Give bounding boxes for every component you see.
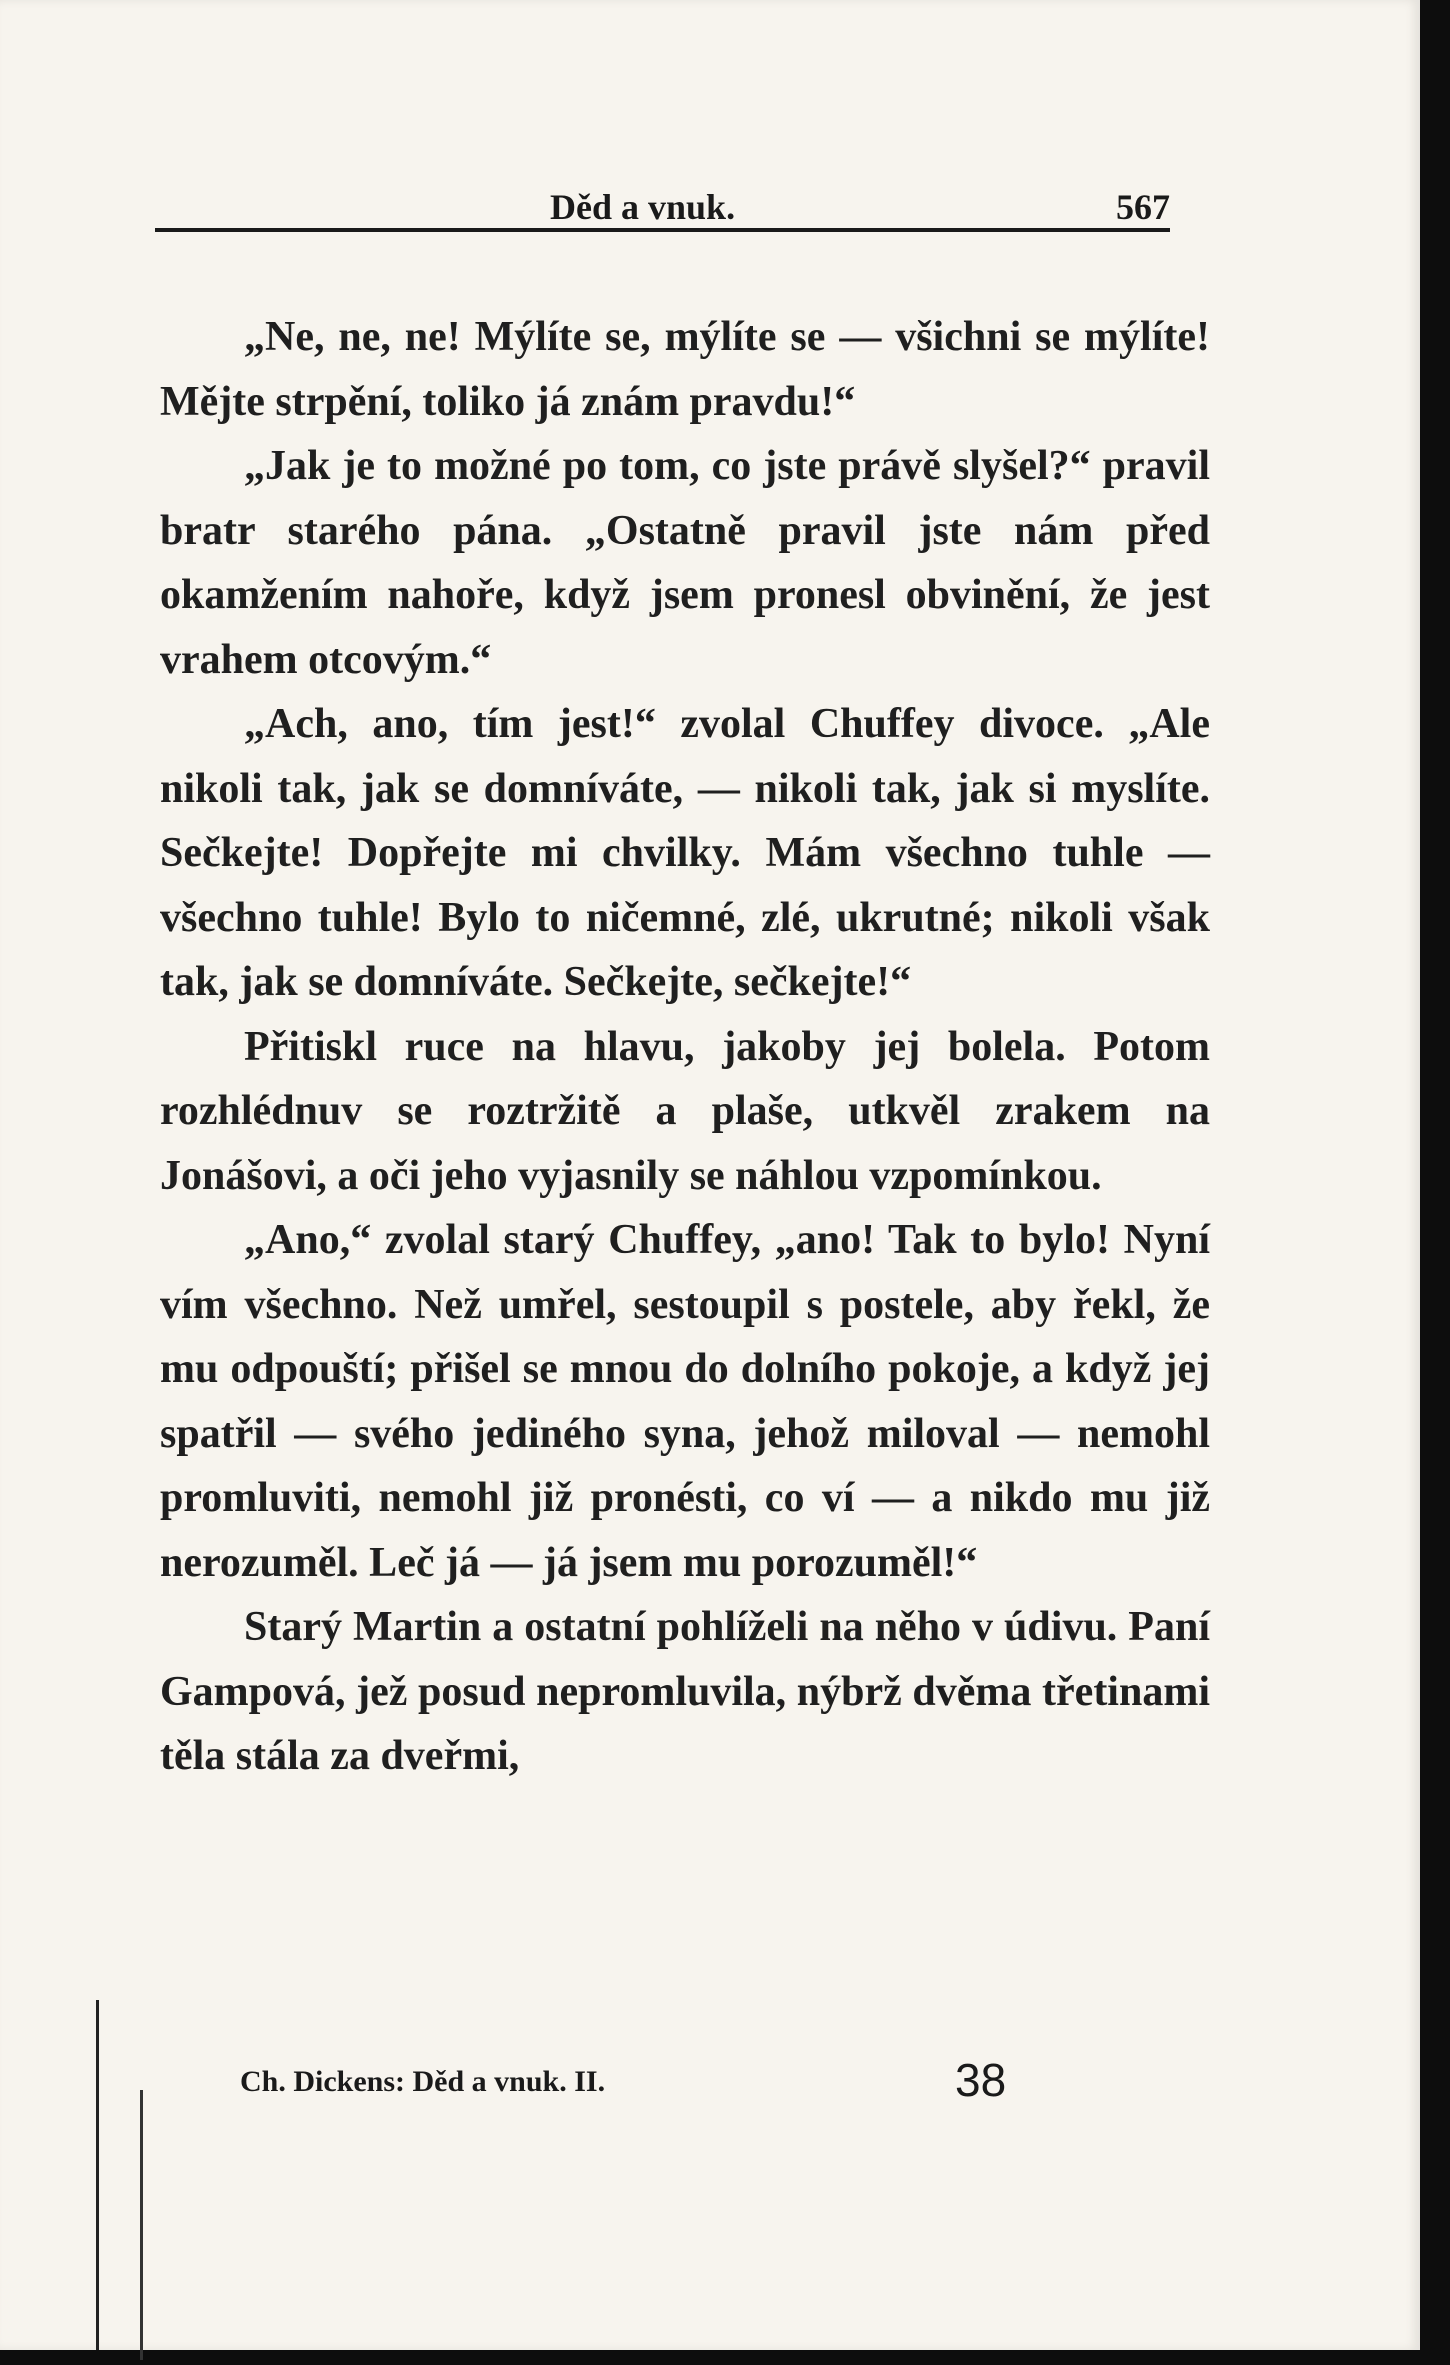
paragraph: „Ach, ano, tím jest!“ zvolal Chuffey divoce. „Ale nikoli tak, jak se domníváte, — nikoli tak, jak si myslíte. Sečkejte! Dopřejte mi chvilky. Mám všechno tuhle — všechno tuhle! Bylo to ničemné, zlé, ukrutné; nikoli však tak, jak se domníváte. Sečkejte, sečkejte!“	[160, 701, 1210, 1005]
paragraph: Starý Martin a ostatní pohlíželi na něho v údivu. Paní Gampová, jež posud nepromluvila, nýbrž dvěma třetinami těla stála za dveřmi,	[160, 1604, 1210, 1779]
body-text	[160, 305, 1210, 1789]
page-footer	[0, 2045, 1200, 2115]
running-title: Děd a vnuk.	[550, 187, 736, 227]
paragraph: „Jak je to možné po tom, co jste právě slyšel?“ pravil bratr starého pána. „Ostatně pravil jste nám před okamžením nahoře, když jsem pronesl obvinění, že jest vrahem otcovým.“	[160, 443, 1210, 683]
paragraph: „Ano,“ zvolal starý Chuffey, „ano! Tak to bylo! Nyní vím všechno. Než umřel, sestoupil s postele, aby řekl, že mu odpouští; přišel se mnou do dolního pokoje, a když jej spatřil — svého jediného syna, jehož miloval — nemohl promluviti, nemohl již pronésti, co ví — a nikdo mu již nerozuměl. Leč já — já jsem mu porozuměl!“	[160, 1217, 1210, 1586]
binding-crease	[140, 2090, 143, 2360]
binding-crease	[96, 2000, 99, 2350]
printer-signature: Ch. Dickens: Děd a vnuk. II.	[240, 2065, 606, 2098]
paragraph: Přitiskl ruce na hlavu, jakoby jej bolela. Potom rozhlédnuv se roztržitě a plaše, utkvěl zrakem na Jonášovi, a oči jeho vyjasnily se náhlou vzpomínkou.	[160, 1023, 1210, 1199]
page-header	[155, 168, 1170, 232]
page-number: 567	[1116, 187, 1170, 227]
paragraph: „Ne, ne, ne! Mýlíte se, mýlíte se — všichni se mýlíte! Mějte strpění, toliko já znám pravdu!“	[160, 314, 1210, 425]
sheet-number: 38	[955, 2054, 1007, 2106]
